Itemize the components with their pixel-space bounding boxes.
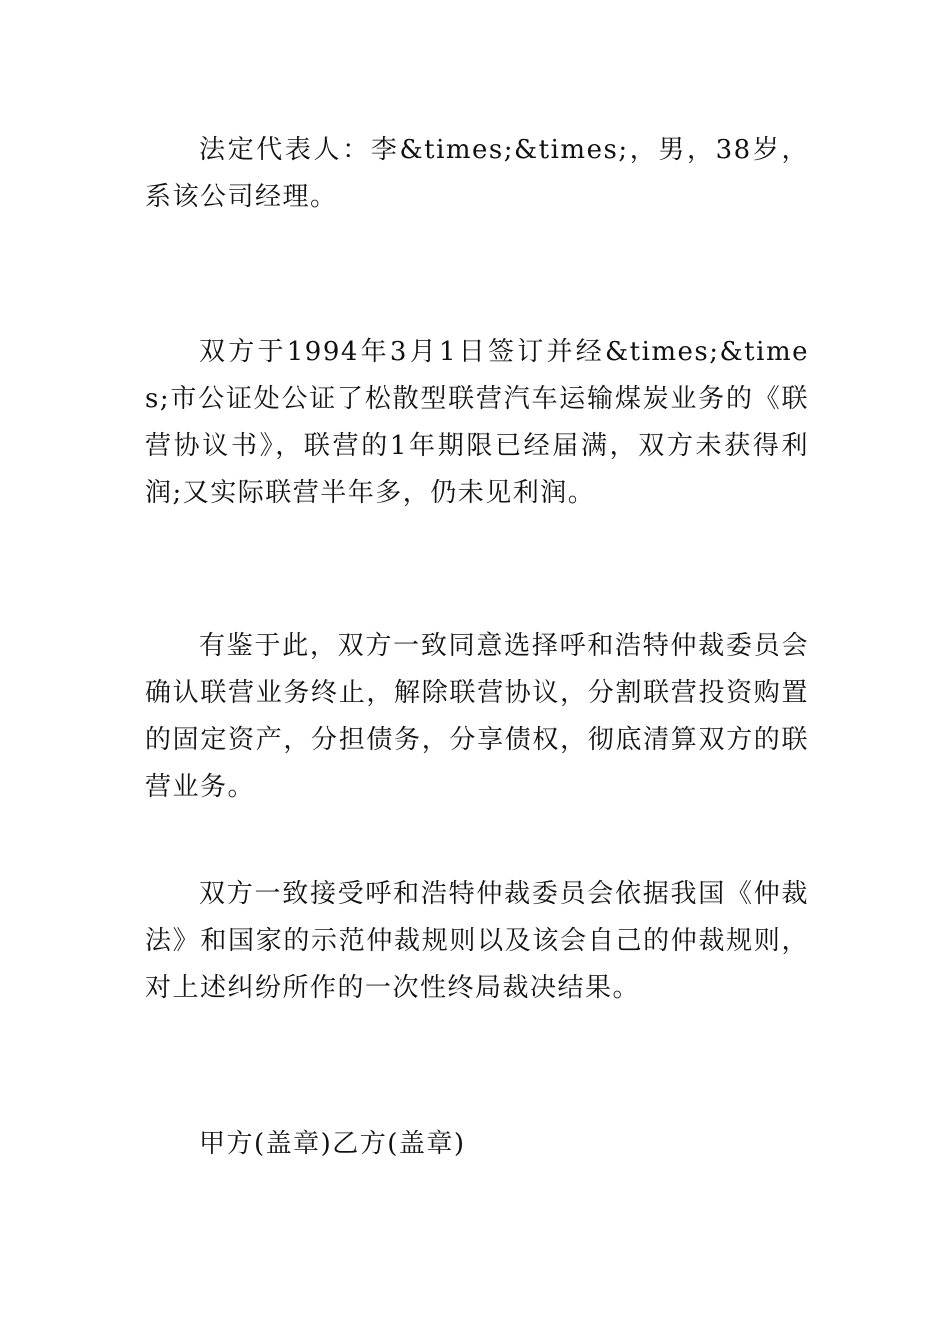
signature-line: 甲方(盖章)乙方(盖章) (199, 1129, 466, 1159)
legal-representative-paragraph: 法定代表人：李&times;&times;，男，38岁，系该公司经理。 (145, 135, 809, 212)
acceptance-paragraph: 双方一致接受呼和浩特仲裁委员会依据我国《仲裁法》和国家的示范仲裁规则以及该会自己的仲裁规则，对上述纠纷所作的一次性终局裁决结果。 (145, 879, 809, 1003)
agreement-background-paragraph: 双方于1994年3月1日签订并经&times;&times;市公证处公证了松散型联营汽车运输煤炭业务的《联营协议书》，联营的1年期限已经届满，双方未获得利润;又实际联营半年多，仍未见利润。 (145, 337, 809, 508)
arbitration-choice-paragraph: 有鉴于此，双方一致同意选择呼和浩特仲裁委员会确认联营业务终止，解除联营协议，分割联营投资购置的固定资产，分担债务，分享债权，彻底清算双方的联营业务。 (145, 631, 809, 802)
